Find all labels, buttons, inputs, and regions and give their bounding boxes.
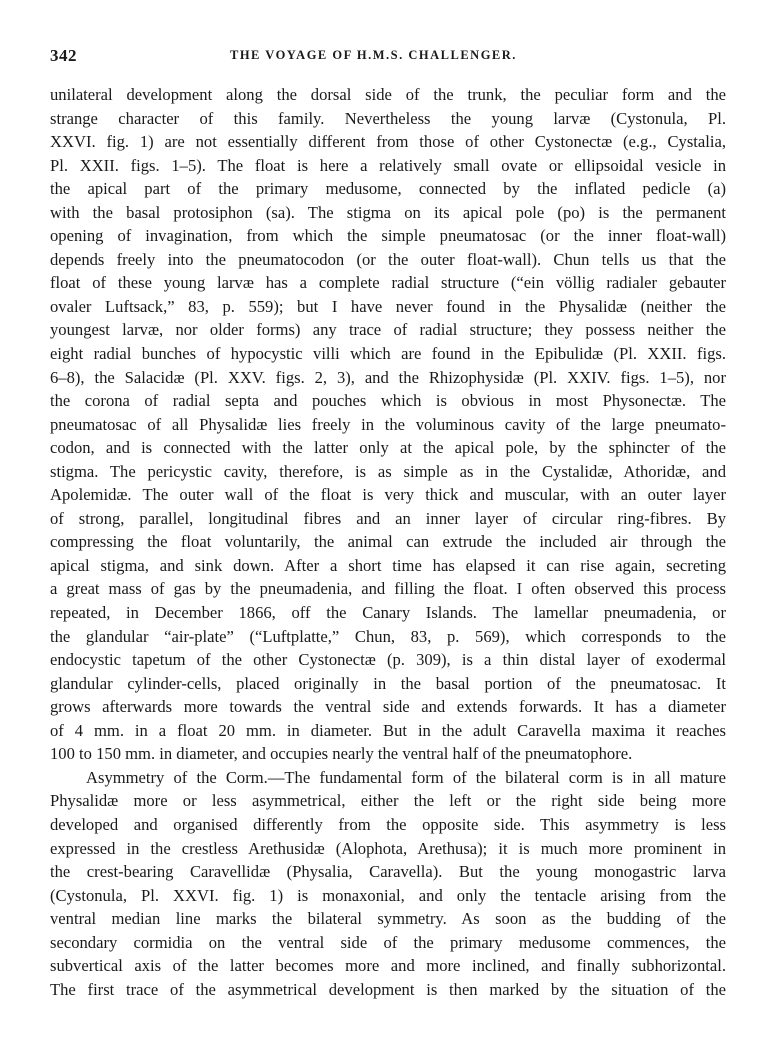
text-line: eight radial bunches of hypocystic villi which are found in the Epibulidæ (Pl. XXII. figs. bbox=[50, 344, 726, 364]
text-line: of 4 mm. in a float 20 mm. in diameter. But in the adult Caravella maxima it reaches bbox=[50, 720, 726, 740]
text-line: secondary cormidia on the ventral side of the primary medusome commences, the bbox=[50, 932, 726, 952]
text-line: grows afterwards more towards the ventral side and extends forwards. It has a diameter bbox=[50, 697, 726, 717]
text-line: The first trace of the asymmetrical development is then marked by the situation of the bbox=[50, 979, 726, 999]
text-line: codon, and is connected with the latter only at the apical pole, by the sphincter of the bbox=[50, 438, 726, 458]
text-line: the crest-bearing Caravellidæ (Physalia, Caravella). But the young monogastric larva bbox=[50, 862, 726, 882]
text-line: apical stigma, and sink down. After a short time has elapsed it can rise again, secreting bbox=[50, 555, 726, 575]
text-line: Apolemidæ. The outer wall of the float is very thick and muscular, with an outer layer bbox=[50, 485, 726, 505]
text-line: ventral median line marks the bilateral symmetry. As soon as the budding of the bbox=[50, 909, 726, 929]
running-header bbox=[50, 46, 726, 70]
text-line: unilateral development along the dorsal side of the trunk, the peculiar form and the bbox=[50, 85, 726, 104]
page-number: 342 bbox=[50, 46, 77, 65]
text-line: of strong, parallel, longitudinal fibres and an inner layer of circular ring-fibres. By bbox=[50, 508, 726, 528]
text-line: the corona of radial septa and pouches which is obvious in most Physonectæ. The bbox=[50, 391, 726, 411]
text-line: repeated, in December 1866, off the Canary Islands. The lamellar pneumadenia, or bbox=[50, 603, 726, 623]
text-line: Physalidæ more or less asymmetrical, either the left or the right side being more bbox=[50, 791, 726, 811]
text-line: opening of invagination, from which the simple pneumatosac (or the inner float-wall) bbox=[50, 226, 726, 246]
text-line: expressed in the crestless Arethusidæ (Alophota, Arethusa); it is much more prominent in bbox=[50, 838, 726, 858]
text-line: 6–8), the Salacidæ (Pl. XXV. figs. 2, 3), and the Rhizophysidæ (Pl. XXIV. figs. 1–5), nor bbox=[50, 367, 726, 387]
text-line: stigma. The pericystic cavity, therefore, is as simple as in the Cystalidæ, Athoridæ, and bbox=[50, 461, 726, 481]
text-line: strange character of this family. Nevertheless the young larvæ (Cystonula, Pl. bbox=[50, 108, 726, 128]
text-line: youngest larvæ, nor older forms) any trace of radial structure; they possess neither the bbox=[50, 320, 726, 340]
text-line: endocystic tapetum of the other Cystonectæ (p. 309), is a thin distal layer of exodermal bbox=[50, 650, 726, 670]
text-line: a great mass of gas by the pneumadenia, and filling the float. I often observed this process bbox=[50, 579, 726, 599]
text-line: compressing the float voluntarily, the animal can extrude the included air through the bbox=[50, 532, 726, 552]
body-text bbox=[50, 83, 726, 1001]
text-line: the glandular “air-plate” (“Luftplatte,” Chun, 83, p. 569), which corresponds to the bbox=[50, 626, 726, 646]
text-line: ovaler Luftsack,” 83, p. 559); but I have never found in the Physalidæ (neither the bbox=[50, 296, 726, 316]
text-line: the apical part of the primary medusome, connected by the inflated pedicle (a) bbox=[50, 179, 726, 199]
text-line: Pl. XXII. figs. 1–5). The float is here a relatively small ovate or ellipsoidal vesicle in bbox=[50, 155, 726, 175]
text-line: 100 to 150 mm. in diameter, and occupies nearly the ventral half of the pneumatophore. bbox=[50, 744, 633, 764]
text-line: glandular cylinder-cells, placed originally in the basal portion of the pneumatosac. It bbox=[50, 673, 726, 693]
text-line: (Cystonula, Pl. XXVI. fig. 1) is monaxonial, and only the tentacle arising from the bbox=[50, 885, 726, 905]
text-line: with the basal protosiphon (sa). The stigma on its apical pole (po) is the permanent bbox=[50, 202, 726, 222]
text-line: float of these young larvæ has a complete radial structure (“ein völlig radialer gebauter bbox=[50, 273, 726, 293]
text-line: pneumatosac of all Physalidæ lies freely in the voluminous cavity of the large pneumato- bbox=[50, 414, 726, 434]
text-line: XXVI. fig. 1) are not essentially different from those of other Cystonectæ (e.g., Cystalia, bbox=[50, 132, 726, 152]
text-line: depends freely into the pneumatocodon (or the outer float-wall). Chun tells us that the bbox=[50, 249, 726, 269]
text-line: developed and organised differently from the opposite side. This asymmetry is less bbox=[50, 814, 726, 834]
running-title: THE VOYAGE OF H.M.S. CHALLENGER. bbox=[230, 48, 517, 62]
paragraph-heading-line: Asymmetry of the Corm.—The fundamental form of the bilateral corm is in all mature bbox=[86, 767, 726, 787]
text-line: subvertical axis of the latter becomes more and more inclined, and finally subhorizontal. bbox=[50, 956, 726, 976]
